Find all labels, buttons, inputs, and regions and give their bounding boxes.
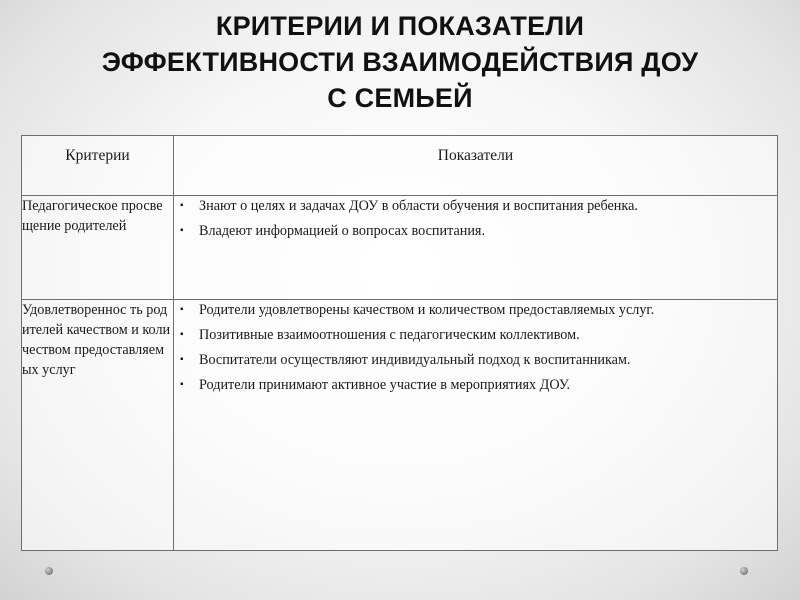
criterion-cell: Удовлетвореннос ть родителей качеством и количеством предоставляемых услуг (22, 300, 174, 551)
indicator-list (174, 300, 777, 395)
indicators-cell (174, 300, 778, 551)
title-line-2: ЭФФЕКТИВНОСТИ ВЗАИМОДЕЙСТВИЯ ДОУ (101, 47, 699, 77)
table-row (22, 300, 778, 551)
indicator-text: Владеют информацией о вопросах воспитания. (199, 223, 486, 239)
title-line-1: КРИТЕРИИ И ПОКАЗАТЕЛИ (215, 11, 585, 41)
list-item (174, 325, 777, 345)
indicator-text: Позитивные взаимоотношения с педагогическим коллективом. (199, 327, 580, 343)
list-item (174, 221, 777, 241)
indicator-text: Знают о целях и задачах ДОУ в области обучения и воспитания ребенка. (199, 198, 638, 214)
list-item (174, 350, 777, 370)
bullet-icon: ▪ (180, 225, 184, 236)
pin-right-icon (740, 567, 748, 575)
list-item (174, 375, 777, 395)
bullet-icon: ▪ (180, 304, 184, 315)
table-row (22, 196, 778, 300)
list-item (174, 300, 777, 320)
indicator-list (174, 196, 777, 241)
bullet-icon: ▪ (180, 354, 184, 365)
bullet-icon: ▪ (180, 379, 184, 390)
bullet-icon: ▪ (180, 200, 184, 211)
table-header-row (22, 136, 778, 196)
slide-title (0, 8, 800, 116)
header-criteria: Критерии (22, 136, 174, 196)
indicator-text: Родители удовлетворены качеством и количеством предоставляемых услуг. (199, 302, 655, 318)
pin-left-icon (45, 567, 53, 575)
criterion-cell: Педагогическое просвещение родителей (22, 196, 174, 300)
title-line-3: С СЕМЬЕЙ (327, 83, 473, 113)
criteria-table (21, 135, 778, 551)
indicator-text: Воспитатели осуществляют индивидуальный подход к воспитанникам. (199, 352, 631, 368)
bullet-icon: ▪ (180, 329, 184, 340)
header-indicators: Показатели (174, 136, 778, 196)
indicators-cell (174, 196, 778, 300)
indicator-text: Родители принимают активное участие в мероприятиях ДОУ. (199, 377, 571, 393)
list-item (174, 196, 777, 216)
